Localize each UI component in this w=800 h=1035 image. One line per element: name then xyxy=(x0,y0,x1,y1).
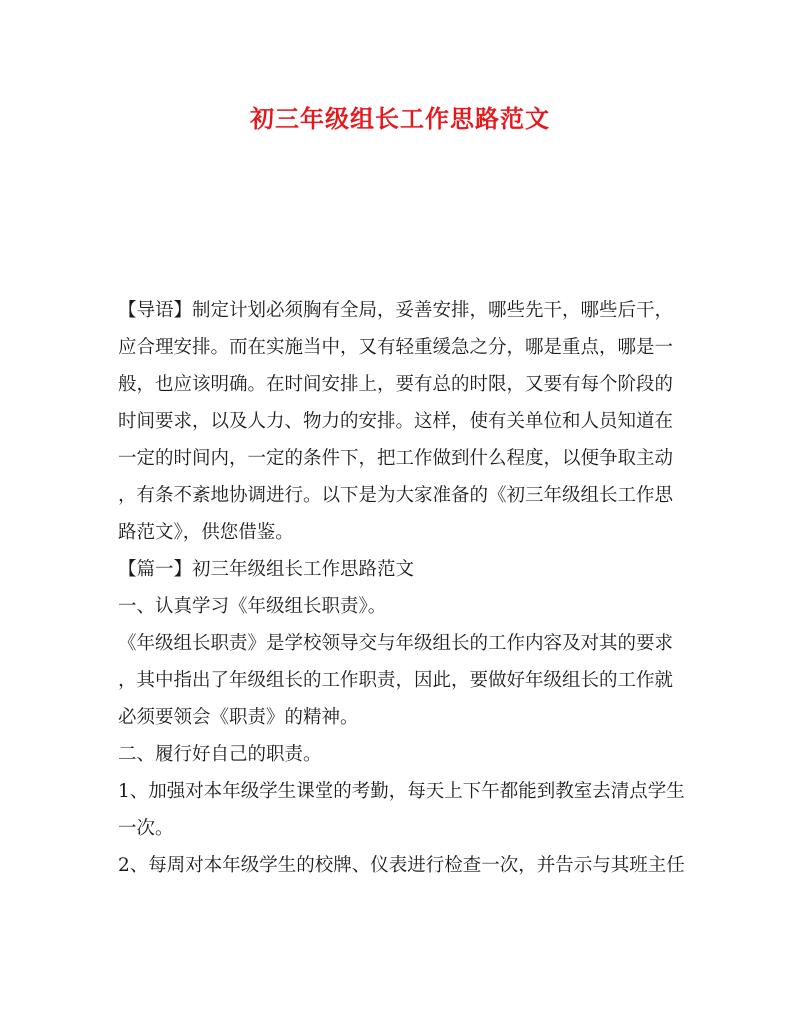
list-item xyxy=(118,847,684,884)
section-heading xyxy=(118,551,684,588)
text-line: 【篇一】初三年级组长工作思路范文 xyxy=(118,559,415,580)
text-line: 2、每周对本年级学生的校牌、仪表进行检查一次，并告示与其班主任 xyxy=(118,855,685,876)
text-line: 一次。 xyxy=(118,818,174,839)
text-line: 一、认真学习《年级组长职责》。 xyxy=(118,596,387,617)
numbered-heading xyxy=(118,588,684,625)
text-line: 必须要领会《职责》的精神。 xyxy=(118,707,359,728)
intro-paragraph xyxy=(118,292,684,551)
text-line: ，有条不紊地协调进行。以下是为大家准备的《初三年级组长工作思 xyxy=(118,485,674,506)
text-line: 【导语】制定计划必须胸有全局，妥善安排，哪些先干，哪些后干， xyxy=(118,300,674,321)
text-line: 应合理安排。而在实施当中，又有轻重缓急之分，哪是重点，哪是一 xyxy=(118,337,674,358)
text-line: 《年级组长职责》是学校领导交与年级组长的工作内容及对其的要求 xyxy=(118,633,674,654)
text-line: ，其中指出了年级组长的工作职责，因此，要做好年级组长的工作就 xyxy=(118,670,674,691)
text-line: 时间要求，以及人力、物力的安排。这样，使有关单位和人员知道在 xyxy=(118,411,674,432)
document-body xyxy=(118,292,684,884)
document-title: 初三年级组长工作思路范文 xyxy=(250,104,550,133)
text-line: 一定的时间内，一定的条件下，把工作做到什么程度，以便争取主动 xyxy=(118,448,674,469)
body-paragraph xyxy=(118,625,684,736)
text-line: 1、加强对本年级学生课堂的考勤，每天上下午都能到教室去清点学生 xyxy=(118,781,685,802)
text-line: 般，也应该明确。在时间安排上，要有总的时限，又要有每个阶段的 xyxy=(118,374,674,395)
text-line: 路范文》，供您借鉴。 xyxy=(118,522,294,543)
numbered-heading xyxy=(118,736,684,773)
text-line: 二、履行好自己的职责。 xyxy=(118,744,322,765)
list-item xyxy=(118,773,684,847)
